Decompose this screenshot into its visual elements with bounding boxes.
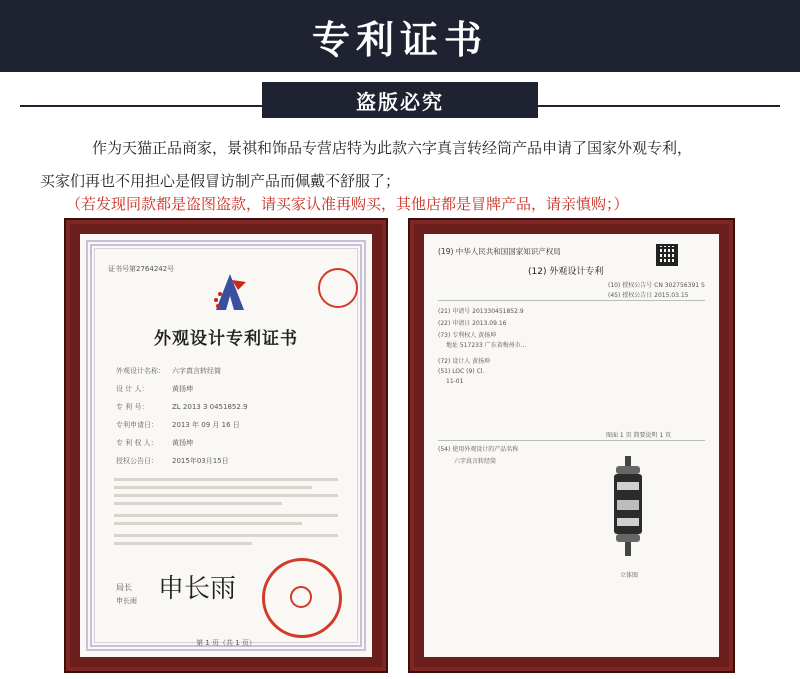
row-value: ZL 2013 3 0451852.9 — [172, 403, 248, 411]
subheading: 盗版必究 — [356, 89, 444, 114]
row-label: 设 计 人： — [116, 385, 149, 393]
row-label: 专利申请日： — [116, 421, 158, 429]
field-application-no: (21) 申请号 201330451852.9 — [438, 308, 524, 315]
publication-number: (10) 授权公告号 CN 302756391 S — [608, 282, 705, 289]
body-text-line — [114, 514, 338, 517]
field-filing-date: (22) 申请日 2013.09.16 — [438, 320, 507, 327]
body-text-line — [114, 478, 338, 481]
row-value: 六字真言转经筒 — [172, 367, 221, 375]
page-footer: 第 1 页（共 1 页） — [196, 639, 256, 647]
certificate-frame — [64, 218, 388, 673]
field-loc-class: 11-01 — [446, 378, 464, 385]
row-designer — [116, 384, 193, 394]
office-header: (19) 中华人民共和国国家知识产权局 — [438, 247, 561, 256]
row-label: 专 利 权 人： — [116, 439, 158, 447]
row-value: 2013 年 09 月 16 日 — [172, 421, 240, 429]
body-text-line — [114, 486, 312, 489]
certificate-number: 证书号第2764242号 — [108, 265, 175, 273]
gazette-frame — [408, 218, 735, 673]
row-filing-date — [116, 420, 240, 430]
header-banner — [0, 0, 800, 72]
body-text-line — [114, 534, 338, 537]
subheading-box — [262, 82, 538, 118]
sipo-logo-icon — [208, 270, 252, 314]
warning-text: （若发现同款都是盗图盗款，请买家认准再购买，其他店都是冒牌产品，请亲慎购；） — [66, 195, 629, 213]
row-label: 授权公告日： — [116, 457, 158, 465]
row-label: 外观设计名称： — [116, 367, 165, 375]
divider — [438, 440, 705, 441]
field-patentee: (73) 专利权人 黄扬坤 — [438, 332, 497, 339]
body-text-line — [114, 522, 302, 525]
row-label: 专 利 号： — [116, 403, 149, 411]
certificate-title: 外观设计专利证书 — [154, 329, 298, 349]
prayer-wheel-drawing-icon — [608, 456, 648, 566]
field-designer: (72) 设计人 黄扬坤 — [438, 358, 491, 365]
field-address: 地址 517233 广东省梅州市... — [446, 342, 527, 349]
field-loc: (51) LOC (9) Cl. — [438, 368, 485, 375]
signature: 申长雨 — [158, 574, 237, 604]
body-text-line — [114, 494, 338, 497]
row-value: 黄扬坤 — [172, 439, 193, 447]
page-title: 专利证书 — [311, 17, 488, 62]
qr-code-icon — [656, 244, 678, 266]
divider — [438, 300, 705, 301]
row-design-name — [116, 366, 221, 376]
intro-line-2: 买家们再也不用担心是假冒访制产品而佩戴不舒服了； — [40, 172, 401, 190]
publication-date: (45) 授权公告日 2015.03.15 — [608, 292, 689, 299]
gazette-paper — [424, 234, 719, 657]
official-stamp-small — [318, 268, 358, 308]
body-text-line — [114, 502, 282, 505]
row-patentee — [116, 438, 193, 448]
signer-label: 局长 — [116, 583, 132, 592]
row-patent-no — [116, 402, 248, 412]
intro-line-1: 作为天猫正品商家，景祺和饰品专营店特为此款六字真言转经筒产品申请了国家外观专利， — [92, 139, 693, 157]
row-value: 2015年03月15日 — [172, 457, 229, 465]
product-name: 六字真言转经筒 — [454, 458, 497, 465]
body-text-line — [114, 542, 252, 545]
page-note: 图面 1 页 简要说明 1 页 — [606, 432, 672, 439]
certificate-paper — [80, 234, 372, 657]
view-label: 立体图 — [620, 572, 639, 579]
row-grant-date — [116, 456, 229, 466]
patent-type: (12) 外观设计专利 — [528, 267, 604, 277]
row-value: 黄扬坤 — [172, 385, 193, 393]
signer-name: 申长雨 — [116, 597, 137, 605]
product-name-label: (54) 使用外观设计的产品名称 — [438, 446, 519, 453]
official-seal — [262, 558, 342, 638]
